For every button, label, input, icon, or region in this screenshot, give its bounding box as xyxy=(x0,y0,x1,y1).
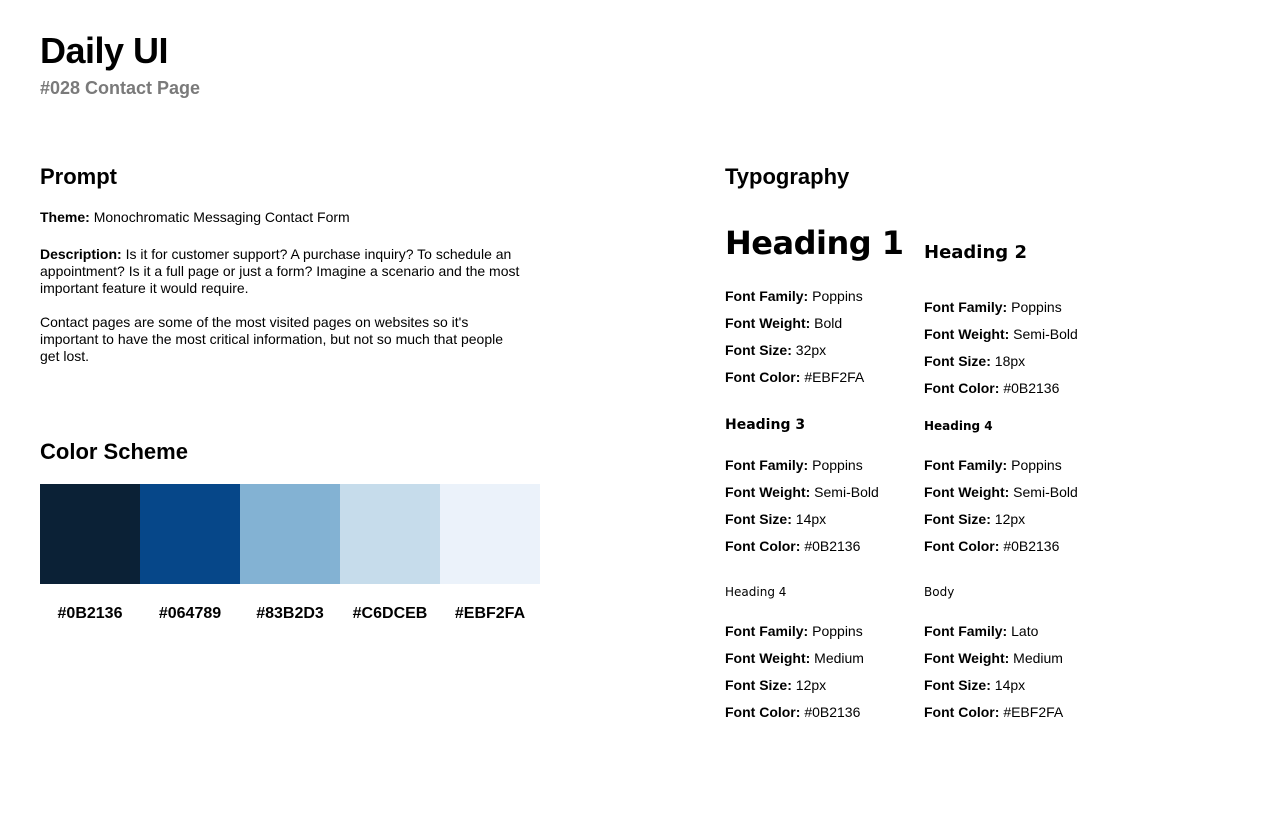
spec-row-family xyxy=(924,294,1114,321)
spec-value: #EBF2FA xyxy=(804,369,865,385)
color-scheme-heading: Color Scheme xyxy=(40,439,188,464)
spec-value: Medium xyxy=(814,650,864,666)
type-specs xyxy=(924,294,1114,402)
spec-label: Font Family: xyxy=(725,288,809,304)
spec-value: 14px xyxy=(795,511,827,527)
spec-label: Font Color: xyxy=(924,704,1000,720)
description-value: Is it for customer support? A purchase inquiry? To schedule an appointment? Is it a full page or just a form? Imagine a scenario and the most important feature it would require. xyxy=(40,246,520,296)
spec-value: #0B2136 xyxy=(1003,538,1060,554)
color-swatches xyxy=(40,484,540,623)
type-specs xyxy=(725,283,915,391)
spec-label: Font Color: xyxy=(725,538,801,554)
type-sample: Heading 2 xyxy=(924,242,1027,263)
spec-value: Medium xyxy=(1013,650,1063,666)
spec-value: Semi-Bold xyxy=(1013,484,1078,500)
page-title: Daily UI xyxy=(40,30,169,71)
spec-value: Semi-Bold xyxy=(814,484,879,500)
spec-row-weight xyxy=(924,321,1114,348)
spec-value: Poppins xyxy=(1011,457,1062,473)
spec-value: 32px xyxy=(795,342,827,358)
swatch-hex-label: #C6DCEB xyxy=(352,605,428,622)
spec-value: #0B2136 xyxy=(1003,380,1060,396)
spec-value: #EBF2FA xyxy=(1003,704,1064,720)
spec-label: Font Family: xyxy=(725,623,809,639)
swatch-color-box xyxy=(340,484,440,584)
spec-row-color xyxy=(725,533,915,560)
spec-label: Font Size: xyxy=(725,677,792,693)
prompt-paragraph: Contact pages are some of the most visited pages on websites so it's important to have the most critical information, but not so much that people get lost. xyxy=(40,314,504,364)
spec-row-size xyxy=(924,348,1114,375)
spec-value: Poppins xyxy=(812,288,863,304)
spec-value: Poppins xyxy=(1011,299,1062,315)
spec-row-family xyxy=(924,618,1114,645)
type-sample: Heading 3 xyxy=(725,417,806,433)
color-swatch xyxy=(40,484,140,623)
swatch-hex-label: #EBF2FA xyxy=(454,605,526,622)
spec-value: Semi-Bold xyxy=(1013,326,1078,342)
spec-row-color xyxy=(924,533,1114,560)
prompt-body xyxy=(40,209,520,365)
spec-row-family xyxy=(924,452,1114,479)
spec-row-size xyxy=(725,672,915,699)
typography-style-heading-2 xyxy=(924,241,1114,402)
typography-style-heading-1 xyxy=(725,222,915,391)
color-swatch xyxy=(140,484,240,623)
swatch-color-box xyxy=(440,484,540,584)
spec-value: 12px xyxy=(994,511,1026,527)
spec-label: Font Family: xyxy=(924,299,1008,315)
type-sample: Heading 4 xyxy=(725,585,787,599)
spec-row-size xyxy=(725,337,915,364)
type-sample: Heading 4 xyxy=(924,419,993,433)
spec-label: Font Weight: xyxy=(725,484,811,500)
swatch-color-box xyxy=(40,484,140,584)
spec-value: 12px xyxy=(795,677,827,693)
spec-row-weight xyxy=(924,479,1114,506)
spec-row-family xyxy=(725,618,915,645)
spec-row-color xyxy=(725,364,915,391)
type-specs xyxy=(725,452,915,560)
swatch-hex-label: #83B2D3 xyxy=(256,605,324,622)
spec-label: Font Size: xyxy=(924,353,991,369)
spec-label: Font Weight: xyxy=(725,650,811,666)
spec-row-size xyxy=(924,506,1114,533)
spec-label: Font Family: xyxy=(725,457,809,473)
theme-value: Monochromatic Messaging Contact Form xyxy=(93,209,350,225)
page-subtitle: #028 Contact Page xyxy=(40,78,201,98)
spec-label: Font Family: xyxy=(924,623,1008,639)
spec-label: Font Color: xyxy=(725,369,801,385)
color-swatch xyxy=(340,484,440,623)
spec-value: 18px xyxy=(994,353,1026,369)
spec-value: Poppins xyxy=(812,623,863,639)
spec-label: Font Size: xyxy=(725,342,792,358)
typography-style-heading-4-semibold xyxy=(924,418,1114,560)
type-specs xyxy=(924,452,1114,560)
color-swatch xyxy=(440,484,540,623)
spec-value: Bold xyxy=(814,315,843,331)
spec-row-weight xyxy=(725,479,915,506)
type-sample: Heading 1 xyxy=(725,224,904,262)
spec-label: Font Family: xyxy=(924,457,1008,473)
swatch-hex-label: #064789 xyxy=(158,605,222,622)
prompt-heading: Prompt xyxy=(40,164,117,189)
spec-value: #0B2136 xyxy=(804,538,861,554)
spec-value: Poppins xyxy=(812,457,863,473)
spec-row-family xyxy=(725,452,915,479)
spec-value: #0B2136 xyxy=(804,704,861,720)
spec-row-color xyxy=(924,699,1114,726)
theme-line xyxy=(40,209,520,226)
spec-label: Font Color: xyxy=(924,380,1000,396)
typography-style-body xyxy=(924,584,1114,726)
swatch-color-box xyxy=(240,484,340,584)
spec-row-weight xyxy=(725,645,915,672)
spec-row-weight xyxy=(725,310,915,337)
spec-label: Font Weight: xyxy=(924,326,1010,342)
typography-style-heading-4-medium xyxy=(725,584,915,726)
spec-label: Font Size: xyxy=(725,511,792,527)
typography-heading: Typography xyxy=(725,164,850,189)
spec-label: Font Size: xyxy=(924,677,991,693)
spec-label: Font Size: xyxy=(924,511,991,527)
spec-label: Font Color: xyxy=(725,704,801,720)
spec-label: Font Weight: xyxy=(725,315,811,331)
spec-label: Font Weight: xyxy=(924,484,1010,500)
spec-row-color xyxy=(924,375,1114,402)
spec-label: Font Weight: xyxy=(924,650,1010,666)
typography-style-heading-3 xyxy=(725,415,915,560)
swatch-color-box xyxy=(140,484,240,584)
type-specs xyxy=(725,618,915,726)
spec-value: Lato xyxy=(1011,623,1039,639)
color-swatch xyxy=(240,484,340,623)
type-sample: Body xyxy=(924,585,955,599)
type-specs xyxy=(924,618,1114,726)
description-line xyxy=(40,246,520,297)
spec-row-size xyxy=(725,506,915,533)
swatch-hex-label: #0B2136 xyxy=(57,605,123,622)
spec-value: 14px xyxy=(994,677,1026,693)
spec-row-color xyxy=(725,699,915,726)
theme-label: Theme: xyxy=(40,209,90,225)
spec-row-size xyxy=(924,672,1114,699)
spec-label: Font Color: xyxy=(924,538,1000,554)
spec-row-weight xyxy=(924,645,1114,672)
spec-row-family xyxy=(725,283,915,310)
description-label: Description: xyxy=(40,246,122,262)
